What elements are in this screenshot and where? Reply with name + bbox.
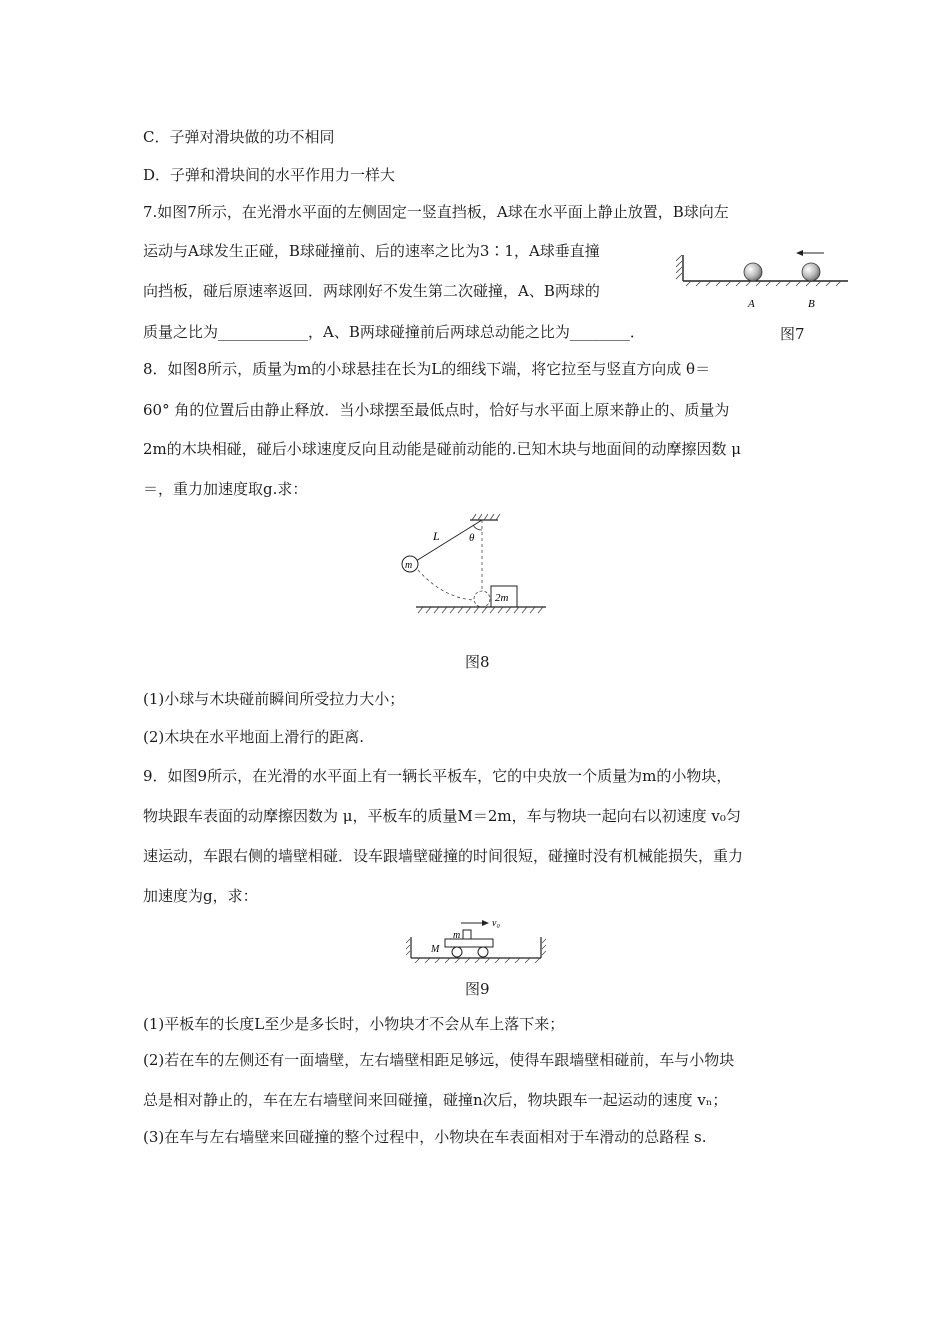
q8-line-4: ＝，重力加速度取g.求： — [143, 480, 308, 498]
wall-hatching — [676, 255, 682, 279]
right-arrow-icon — [482, 920, 489, 926]
q7-line-2: 运动与A球发生正碰，B球碰撞前、后的速率之比为3∶1，A球垂直撞 — [143, 242, 600, 260]
q8-line-2: 60° 角的位置后由静止释放．当小球摆至最低点时，恰好与水平面上原来静止的、质量为 — [143, 401, 730, 419]
q9-line-4: 加速度为g，求： — [143, 887, 258, 905]
q7-line-4: 质量之比为____________，A、B两球碰撞前后两球总动能之比为________． — [143, 323, 645, 341]
q8-sub-1: (1)小球与木块碰前瞬间所受拉力大小； — [143, 690, 405, 708]
label-big-m: M — [431, 944, 440, 955]
q8-line-1: 8．如图8所示，质量为m的小球悬挂在长为L的细线下端，将它拉至与竖直方向成 θ＝ — [143, 360, 711, 378]
ball-a — [744, 263, 762, 281]
q9-sub-1: (1)平板车的长度L至少是多长时，小物块才不会从车上落下来； — [143, 1015, 565, 1033]
fig7-caption: 图7 — [780, 325, 805, 343]
q9-sub-2-line-1: (2)若在车的左侧还有一面墙壁，左右墙壁相距足够远，使得车跟墙壁相碰前，车与小物块 — [143, 1051, 735, 1069]
q7-line-3: 向挡板，碰后原速率返回．两球刚好不发生第二次碰撞，A、B两球的 — [143, 282, 600, 300]
label-a: A — [748, 298, 755, 310]
q9-line-1: 9．如图9所示，在光滑的水平面上有一辆长平板车，它的中央放一个质量为m的小物块， — [143, 767, 732, 785]
wheel-left — [452, 947, 462, 957]
label-b: B — [808, 298, 815, 310]
option-c: C．子弹对滑块做的功不相同 — [143, 128, 335, 146]
figure-7 — [676, 245, 856, 313]
q9-line-2: 物块跟车表面的动摩擦因数为 μ，平板车的质量M＝2m，车与物块一起向右以初速度 v₀匀 — [143, 807, 741, 825]
q8-sub-2: (2)木块在水平地面上滑行的距离. — [143, 728, 365, 746]
floor-hatching — [686, 281, 841, 286]
label-m: m — [405, 560, 413, 571]
small-block — [463, 930, 471, 939]
ball-b — [802, 263, 820, 281]
fig8-caption: 图8 — [465, 653, 490, 671]
q9-line-3: 速运动，车跟右侧的墙壁相碰．设车跟墙壁碰撞的时间很短，碰撞时没有机械能损失，重力 — [143, 847, 744, 865]
q9-sub-2-line-2: 总是相对静止的，车在左右墙壁间来回碰撞，碰撞n次后，物块跟车一起运动的速度 vₙ； — [143, 1091, 728, 1109]
left-arrow-icon — [796, 250, 803, 256]
label-l: L — [433, 529, 440, 543]
q8-line-3: 2m的木块相碰，碰后小球速度反向且动能是碰前动能的.已知木块与地面间的动摩擦因数 μ — [143, 440, 742, 458]
label-m: m — [453, 930, 461, 941]
q9-sub-3: (3)在车与左右墙壁来回碰撞的整个过程中，小物块在车表面相对于车滑动的总路程 s. — [143, 1128, 707, 1146]
label-v0: v₀ — [492, 918, 500, 929]
figure-8 — [398, 508, 558, 618]
figure-9 — [405, 915, 547, 965]
wheel-right — [478, 947, 488, 957]
option-d: D．子弹和滑块间的水平作用力一样大 — [143, 166, 396, 184]
fig9-caption: 图9 — [465, 980, 490, 998]
label-2m: 2m — [495, 592, 509, 604]
ball-lowest — [474, 591, 490, 607]
label-theta: θ — [469, 532, 475, 544]
q7-line-1: 7.如图7所示，在光滑水平面的左侧固定一竖直挡板，A球在水平面上静止放置，B球向左 — [143, 203, 729, 221]
